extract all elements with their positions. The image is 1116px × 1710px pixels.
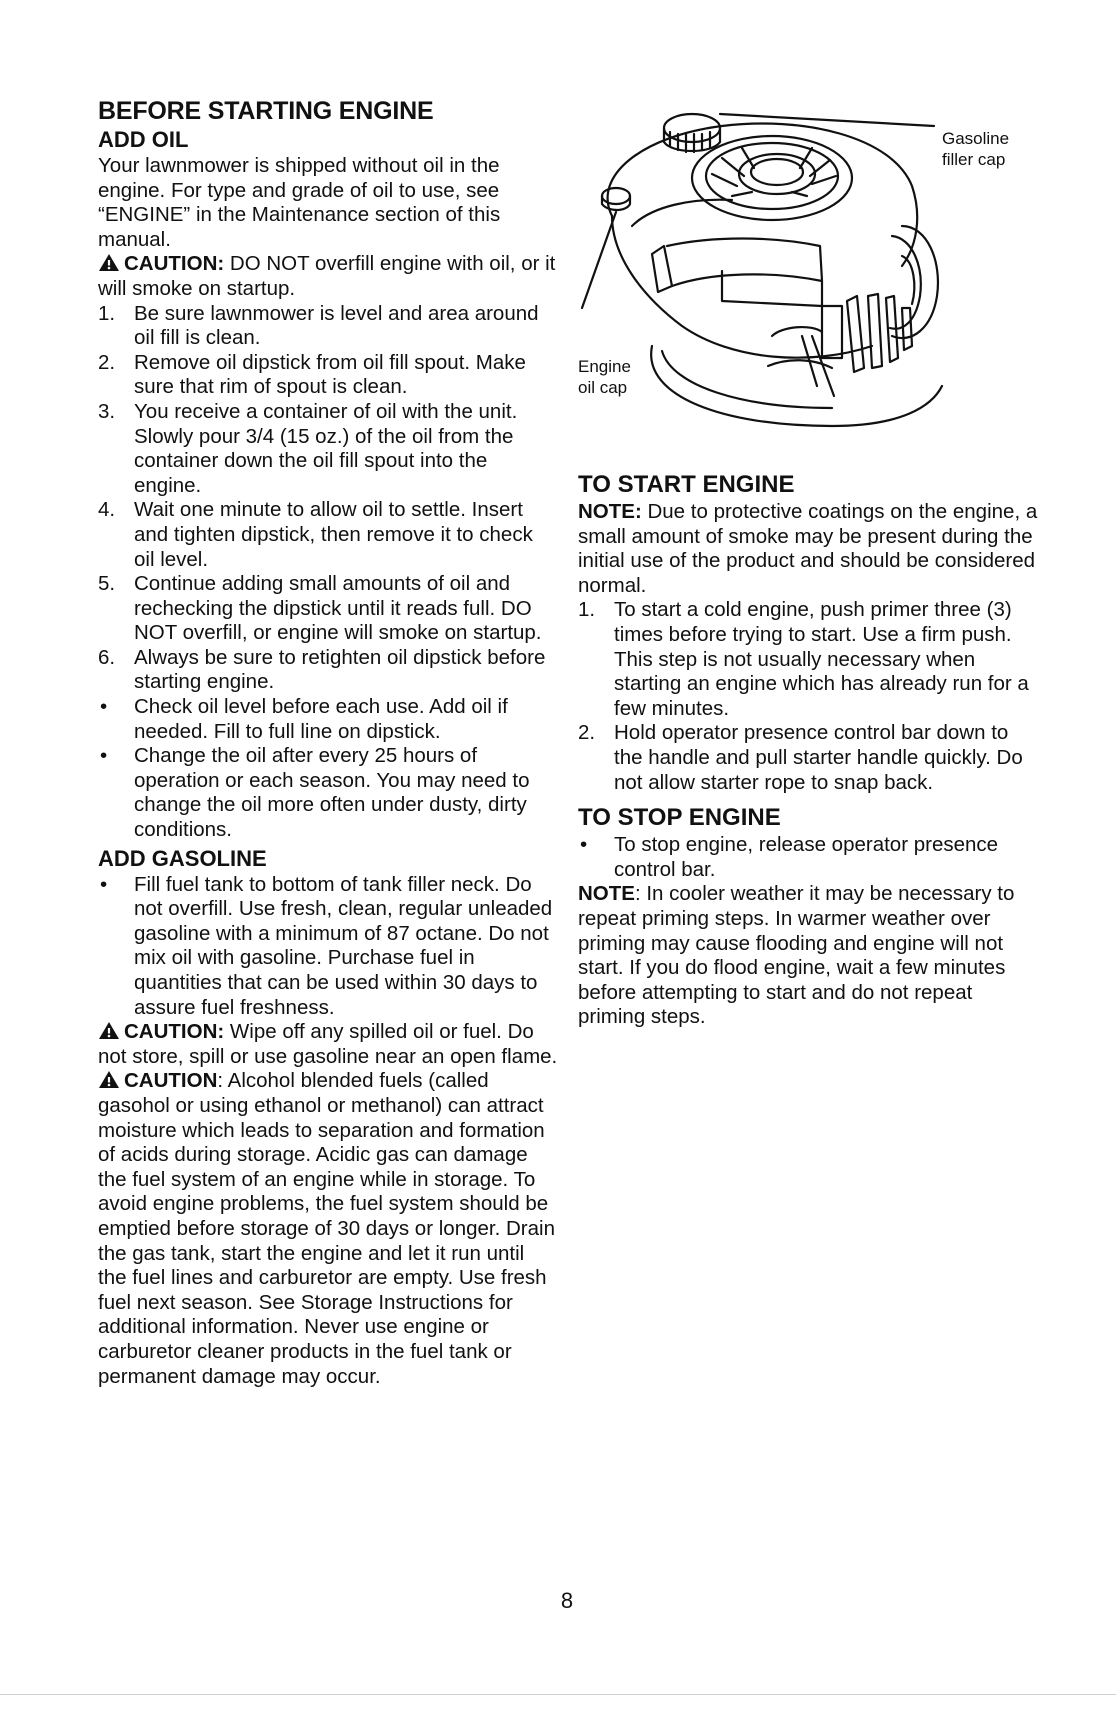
step-text: Continue adding small amounts of oil and rechecking the dipstick until it reads full. DO NOT overfill, or engine will smoke on startup.	[134, 572, 542, 645]
stop-bullets	[578, 833, 1038, 882]
list-item	[98, 873, 558, 1021]
list-item	[98, 498, 558, 572]
caution-spill	[98, 1020, 558, 1069]
gasoline-filler-cap-label	[942, 128, 1009, 170]
caution-label: CAUTION:	[124, 1020, 225, 1044]
add-gasoline-heading: ADD GASOLINE	[98, 845, 267, 871]
stop-engine-heading: TO STOP ENGINE	[578, 804, 781, 832]
add-gas-bullets	[98, 873, 558, 1021]
label-line: Engine	[578, 357, 631, 376]
step-number: 1.	[578, 598, 596, 622]
step-number: 3.	[98, 399, 116, 423]
step-number: 5.	[98, 572, 116, 596]
add-oil-bullets	[98, 695, 558, 843]
add-oil-heading: ADD OIL	[98, 127, 189, 152]
page-number: 8	[560, 1588, 574, 1613]
bottom-divider	[0, 1694, 1116, 1695]
caution-label: CAUTION	[124, 1069, 218, 1093]
note-text: Due to protective coatings on the engine, a small amount of smoke may be present during the initial use of the product and should be considered normal.	[578, 500, 1038, 597]
step-number: 1.	[98, 301, 116, 325]
step-number: 2.	[578, 721, 596, 745]
start-note	[578, 500, 1038, 598]
caution-label: CAUTION:	[124, 252, 225, 276]
step-text: You receive a container of oil with the unit. Slowly pour 3/4 (15 oz.) of the oil from the container down the oil fill spout into the engine.	[134, 399, 518, 497]
bullet: •	[100, 695, 108, 719]
bullet-text: Check oil level before each use. Add oil if needed. Fill to full line on dipstick.	[134, 695, 508, 743]
step-text: To start a cold engine, push primer three (3) times before trying to start. Use a firm push. This step is not usually necessary when starting an engine which has already run for a few minutes.	[614, 598, 1029, 720]
right-column	[578, 470, 1038, 1030]
note-label: NOTE	[578, 882, 635, 906]
list-item	[98, 302, 558, 351]
step-text: Hold operator presence control bar down to the handle and pull starter handle quickly. Do not allow starter rope to snap back.	[614, 721, 1023, 794]
step-number: 6.	[98, 645, 116, 669]
caution-text: : Alcohol blended fuels (called gasohol or using ethanol or methanol) can attract moisture which leads to separation and formation of acids during storage. Acidic gas can damage the fuel system of an engine while in storage. To avoid engine problems, the fuel system should be emptied before storage of 30 days or longer. Drain the gas tank, start the engine and let it run until the fuel lines and carburetor are empty. Use fresh fuel next season. See Storage Instructions for additional information. Never use engine or carburetor cleaner products in the fuel tank or permanent damage may occur.	[98, 1069, 555, 1388]
warning-triangle-icon	[98, 1021, 120, 1040]
start-steps	[578, 598, 1038, 795]
list-item	[98, 695, 558, 744]
step-number: 2.	[98, 350, 116, 374]
list-item	[578, 833, 1038, 882]
caution-text: DO NOT overfill engine with oil, or it will smoke on startup.	[98, 252, 556, 300]
list-item	[98, 351, 558, 400]
caution-oil	[98, 252, 558, 301]
step-number: 4.	[98, 498, 116, 522]
add-oil-intro: Your lawnmower is shipped without oil in the engine. For type and grade of oil to use, see “ENGINE” in the Maintenance section of this manual.	[98, 154, 501, 251]
label-line: oil cap	[578, 378, 628, 397]
caution-alcohol	[98, 1069, 558, 1389]
label-line: Gasoline	[942, 129, 1010, 148]
bullet: •	[100, 744, 108, 768]
left-column	[98, 96, 558, 1389]
section-title: BEFORE STARTING ENGINE	[98, 97, 434, 125]
caution-text: Wipe off any spilled oil or fuel. Do not store, spill or use gasoline near an open flame.	[98, 1020, 558, 1068]
bullet-text: Fill fuel tank to bottom of tank filler neck. Do not overfill. Use fresh, clean, regular unleaded gasoline with a minimum of 87 octane. Do not mix oil with gasoline. Purchase fuel in quantities that can be used within 30 days to assure fuel freshness.	[134, 872, 553, 1019]
label-line: filler cap	[942, 150, 1006, 169]
list-item	[98, 646, 558, 695]
add-oil-steps	[98, 302, 558, 696]
bullet: •	[100, 872, 108, 896]
step-text: Remove oil dipstick from oil fill spout. Make sure that rim of spout is clean.	[134, 350, 526, 399]
note-text: : In cooler weather it may be necessary to repeat priming steps. In warmer weather over priming may cause flooding and engine will not start. If you do flood engine, wait a few minutes before attempting to start and do not repeat priming steps.	[578, 882, 1015, 1029]
list-item	[98, 744, 558, 842]
step-text: Wait one minute to allow oil to settle. Insert and tighten dipstick, then remove it to check oil level.	[134, 498, 533, 571]
step-text: Always be sure to retighten oil dipstick before starting engine.	[134, 645, 546, 694]
engine-oil-cap-label	[578, 356, 631, 398]
list-item	[578, 598, 1038, 721]
warning-triangle-icon	[98, 1070, 120, 1089]
stop-note	[578, 882, 1038, 1030]
bullet: •	[580, 833, 588, 857]
bullet-text: Change the oil after every 25 hours of operation or each season. You may need to change the oil more often under dusty, dirty conditions.	[134, 744, 530, 842]
list-item	[578, 721, 1038, 795]
note-label: NOTE:	[578, 500, 642, 523]
step-text: Be sure lawnmower is level and area around oil fill is clean.	[134, 301, 539, 350]
warning-triangle-icon	[98, 253, 120, 272]
list-item	[98, 572, 558, 646]
list-item	[98, 400, 558, 498]
start-engine-heading: TO START ENGINE	[578, 471, 795, 498]
bullet-text: To stop engine, release operator presence control bar.	[614, 833, 999, 881]
